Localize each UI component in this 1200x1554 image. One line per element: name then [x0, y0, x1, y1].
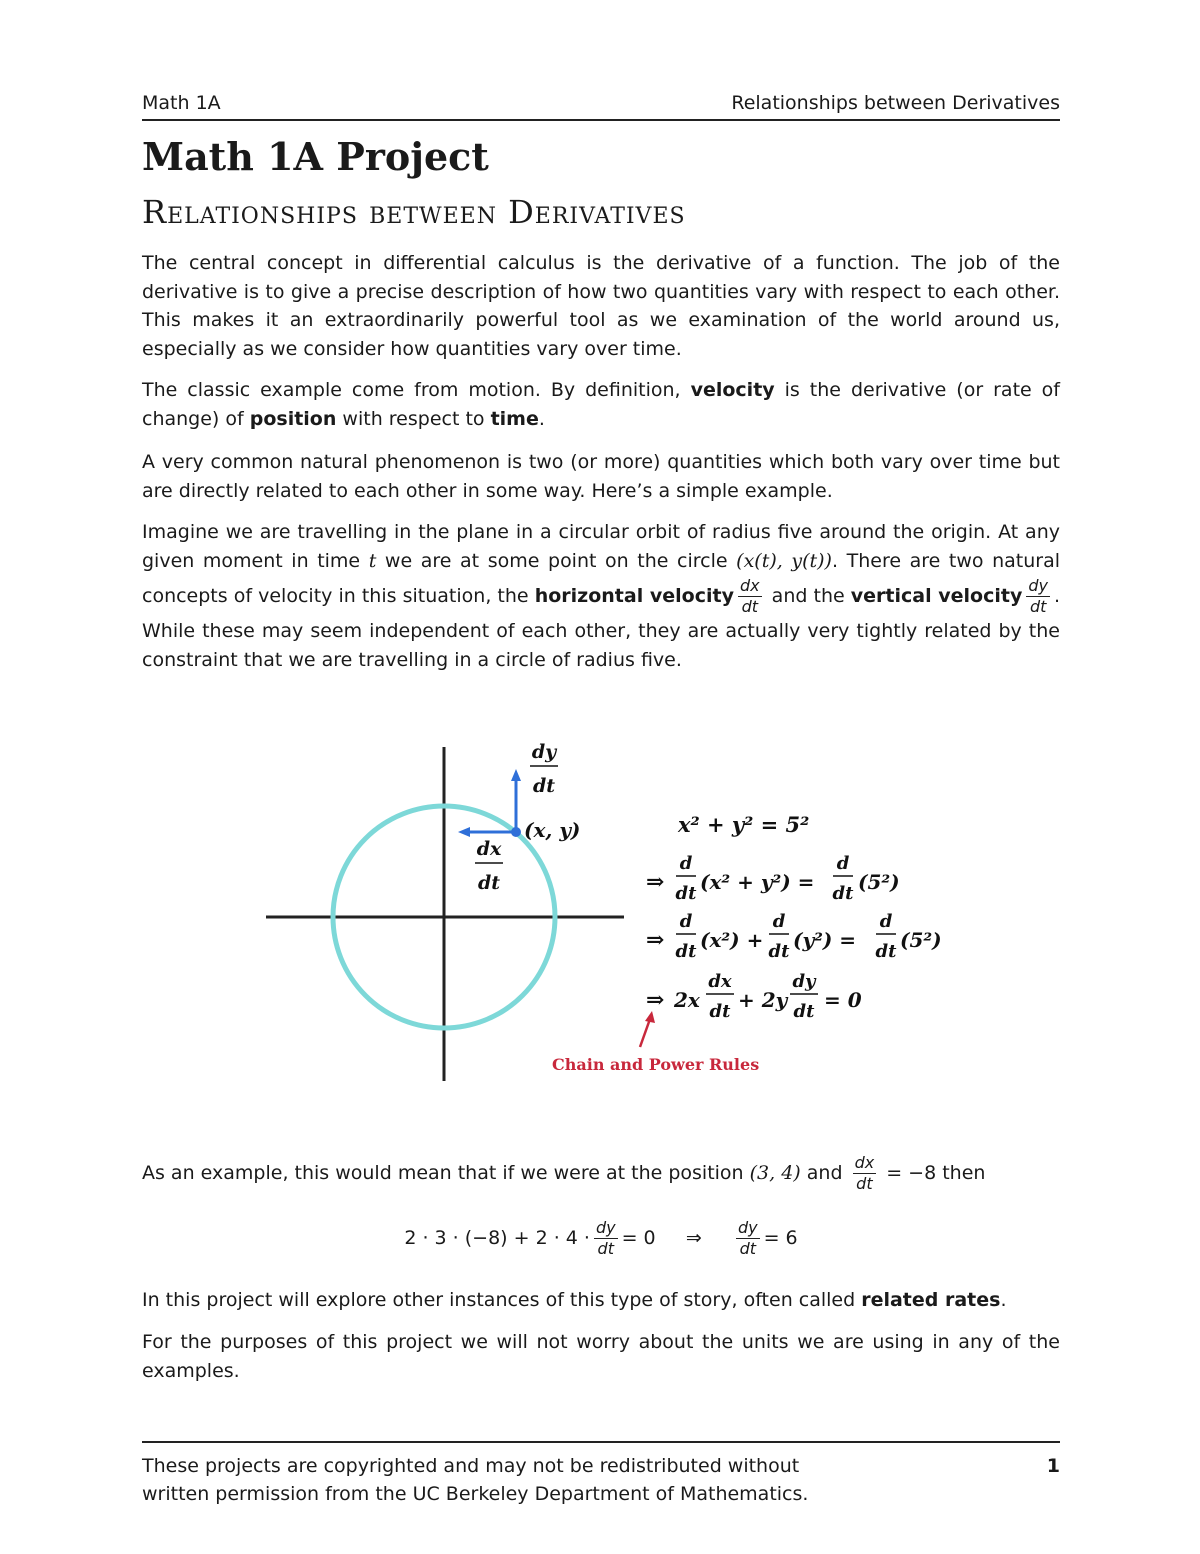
term-time: time — [490, 407, 539, 430]
svg-text:dt: dt — [875, 941, 897, 962]
circle-diagram — [142, 735, 1060, 1095]
dy-dt-arrowhead — [511, 769, 521, 781]
svg-text:dx: dx — [708, 971, 732, 992]
equation-step-1: (x² + y²) = — [700, 870, 815, 894]
svg-text:dt: dt — [675, 883, 697, 904]
equation-step-2: (x²) + — [700, 928, 764, 952]
paragraph-phenomenon: A very common natural phenomenon is two (or more) quantities which both vary over time but are directly related to each other in some way. Here’s a simple example. — [142, 451, 1060, 502]
dx-dt-arrowhead — [458, 827, 470, 837]
display-equation: 2 · 3 · (−8) + 2 · 4 · $\frac{dy}{dt}$ = 0 ⇒ $\frac{dy}{dt}$ = 6 — [404, 1218, 798, 1258]
footer-line-1: These projects are copyrighted and may not be redistributed without — [142, 1455, 800, 1477]
label-dt-top: dt — [532, 775, 556, 797]
svg-text:dt: dt — [768, 941, 790, 962]
svg-text:d: d — [879, 911, 893, 932]
paragraph-units: For the purposes of this project we will not worry about the units we are using in any of the examples. — [142, 1331, 1060, 1382]
label-dt-left: dt — [477, 872, 501, 894]
page-number: 1 — [1046, 1455, 1060, 1477]
implies-2: ⇒ — [646, 927, 665, 953]
header-right: Relationships between Derivatives — [731, 92, 1060, 114]
svg-text:dt: dt — [793, 1001, 815, 1022]
paragraph-related-rates: In this project will explore other instances of this type of story, often called related rates. — [142, 1289, 1007, 1311]
equation-step-3: 2x — [674, 988, 700, 1012]
point-marker — [511, 827, 521, 837]
svg-text:= 0: = 0 — [824, 988, 862, 1012]
document-page — [142, 0, 1060, 1554]
paragraph-intro: The central concept in differential calculus is the derivative of a function. The job of the derivative is to give a precise description of how two quantities vary with respect to each other. This makes it an extraordinarily powerful tool as we examination of the world around us, especially as we consider how quantities vary over time. — [142, 252, 1060, 360]
fraction-dx-dt-example: $\frac{dx}{dt}$ — [854, 1153, 875, 1193]
svg-text:+ 2y: + 2y — [738, 988, 788, 1012]
term-velocity: velocity — [690, 379, 775, 401]
svg-text:d: d — [836, 853, 850, 874]
label-dy: dy — [531, 741, 557, 763]
svg-text:(5²): (5²) — [858, 870, 900, 894]
svg-text:dt: dt — [832, 883, 854, 904]
footer-line-2: written permission from the UC Berkeley Department of Mathematics. — [142, 1483, 809, 1505]
label-dx: dx — [476, 838, 502, 860]
svg-text:dt: dt — [709, 1001, 731, 1022]
paragraph-example: As an example, this would mean that if we were at the position (3, 4) and $\frac{dx}{dt}$ = −8 then — [142, 1153, 986, 1193]
footer — [142, 1452, 1060, 1508]
svg-text:(y²) =: (y²) = — [793, 928, 857, 952]
page-subtitle: Relationships between Derivatives — [142, 193, 686, 231]
running-header — [142, 90, 1060, 120]
term-vertical-velocity: vertical velocity — [850, 585, 1023, 607]
label-point: (x, y) — [524, 818, 581, 842]
term-position: position — [249, 407, 337, 430]
fraction-dy-dt: $\frac{dy}{dt}$ — [1028, 576, 1048, 616]
annotation-label: Chain and Power Rules — [552, 1055, 760, 1074]
svg-text:d: d — [679, 853, 693, 874]
page-title: Math 1A Project — [142, 134, 489, 179]
footer-rule — [142, 1441, 1060, 1443]
paragraph-orbit: Imagine we are travelling in the plane in a circular orbit of radius five around the origin. At any given moment in time t we are at some point on the circle (x(t), y(t)). There are two natural concepts of velocity in this situation, the horizontal velocity $\frac{dx}{dt}$ and the vertical velocity $\frac{dy}{dt}$ . While these may seem independent of each other, they are actually very tightly related by the constraint that we are travelling in a circle of radius five. — [142, 521, 1061, 671]
implies-3: ⇒ — [646, 987, 665, 1013]
paragraph-motion: The classic example come from motion. By definition, velocity is the derivative (or rate of change) of position with respect to time. — [142, 379, 1060, 430]
annotation-arrow — [640, 1019, 650, 1047]
term-horizontal-velocity: horizontal velocity — [534, 585, 734, 607]
svg-text:dy: dy — [792, 971, 816, 992]
term-related-rates: related rates — [861, 1289, 1001, 1311]
svg-text:d: d — [679, 911, 693, 932]
svg-text:d: d — [772, 911, 786, 932]
equation-circle: x² + y² = 5² — [678, 812, 810, 837]
fraction-dx-dt: $\frac{dx}{dt}$ — [739, 576, 760, 616]
svg-text:(5²): (5²) — [900, 928, 942, 952]
header-rule — [142, 119, 1060, 121]
implies-1: ⇒ — [646, 869, 665, 895]
header-left: Math 1A — [142, 92, 221, 114]
svg-text:dt: dt — [675, 941, 697, 962]
